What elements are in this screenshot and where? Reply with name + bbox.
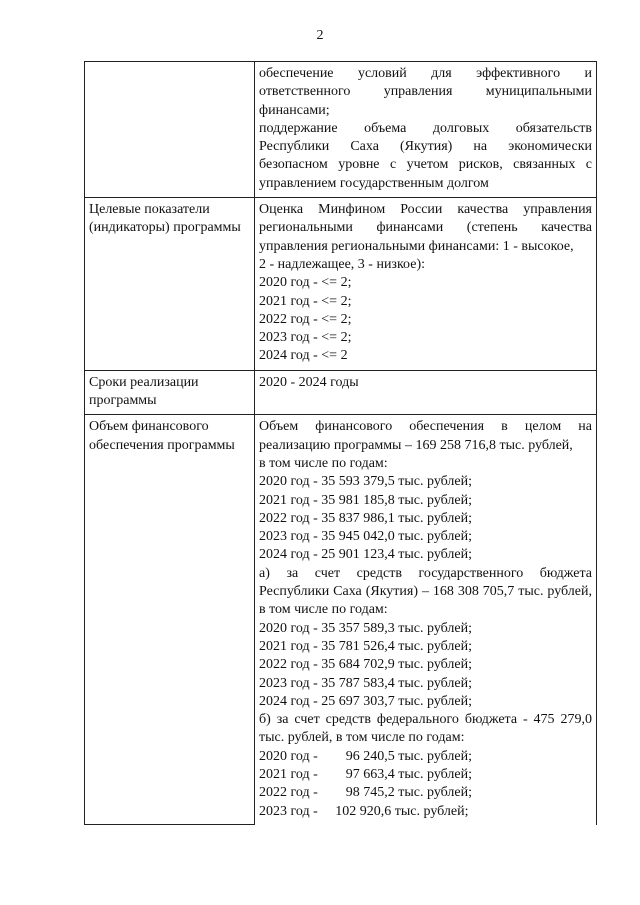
list-item: 2024 год - 25 697 303,7 тыс. рублей; (259, 693, 473, 709)
page-number: 2 (316, 28, 324, 43)
table-row (85, 62, 597, 198)
row-label: Сроки реализации программы (85, 370, 255, 415)
list-item: 2024 год - <= 2 (259, 348, 348, 364)
table-row (85, 370, 597, 415)
row-value (255, 198, 597, 371)
list-item: 2021 год - <= 2; (259, 293, 352, 309)
paragraph: Оценка Минфином России качества управления региональными финансами (степень качества управления региональными финансами: 1 - высокое, (259, 202, 592, 254)
row-value (255, 370, 597, 415)
list-item: 2021 год - 97 663,4 тыс. рублей; (259, 766, 473, 782)
paragraph: Объем финансового обеспечения в целом на реализацию программы – 169 258 716,8 тыс. рублей, (259, 419, 592, 453)
row-value (255, 62, 597, 198)
paragraph: б) за счет средств федерального бюджета - 475 279,0 тыс. рублей, в том числе по годам: (259, 712, 592, 746)
paragraph: поддержание объема долговых обязательств Республики Саха (Якутия) на экономически безопасном уровне с учетом рисков, связанных с управлением государственным долгом (259, 120, 592, 191)
list-item: 2023 год - 35 787 583,4 тыс. рублей; (259, 675, 473, 691)
row-value (255, 415, 597, 825)
list-item: 2023 год - <= 2; (259, 330, 352, 346)
paragraph: в том числе по годам: (259, 455, 388, 471)
table-row (85, 198, 597, 371)
program-passport-table (84, 61, 597, 825)
row-label: Объем финансового обеспечения программы (85, 415, 255, 825)
paragraph: 2 - надлежащее, 3 - низкое): (259, 256, 425, 272)
paragraph: а) за счет средств государственного бюджета Республики Саха (Якутия) – 168 308 705,7 тыс. рублей, в том числе по годам: (259, 565, 592, 618)
list-item: 2024 год - 25 901 123,4 тыс. рублей; (259, 547, 473, 563)
list-item: 2020 год - 96 240,5 тыс. рублей; (259, 748, 473, 764)
table-row (85, 415, 597, 825)
list-item: 2020 год - 35 357 589,3 тыс. рублей; (259, 620, 473, 636)
list-item: 2022 год - 35 837 986,1 тыс. рублей; (259, 510, 473, 526)
list-item: 2022 год - <= 2; (259, 311, 352, 327)
row-label (85, 62, 255, 198)
paragraph: 2020 - 2024 годы (259, 374, 359, 390)
row-label: Целевые показатели (индикаторы) программы (85, 198, 255, 371)
list-item: 2021 год - 35 981 185,8 тыс. рублей; (259, 492, 473, 508)
list-item: 2023 год - 102 920,6 тыс. рублей; (259, 803, 469, 819)
list-item: 2022 год - 98 745,2 тыс. рублей; (259, 785, 473, 801)
list-item: 2020 год - <= 2; (259, 275, 352, 291)
list-item: 2022 год - 35 684 702,9 тыс. рублей; (259, 657, 473, 673)
paragraph: обеспечение условий для эффективного и ответственного управления муниципальными финансами; (259, 66, 592, 118)
list-item: 2021 год - 35 781 526,4 тыс. рублей; (259, 638, 473, 654)
list-item: 2020 год - 35 593 379,5 тыс. рублей; (259, 474, 473, 490)
list-item: 2023 год - 35 945 042,0 тыс. рублей; (259, 529, 473, 545)
